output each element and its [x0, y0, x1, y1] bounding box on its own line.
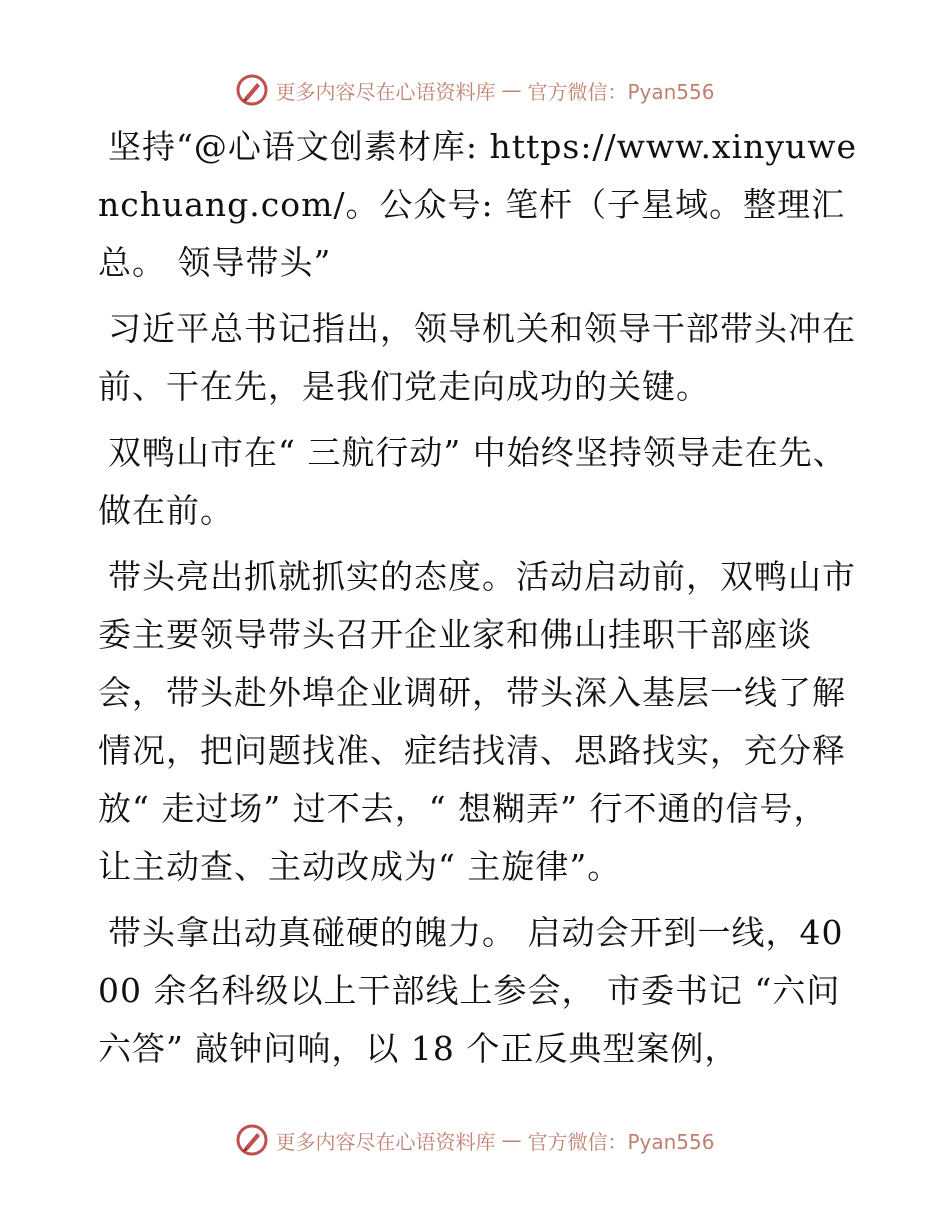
paragraph-4: 带头亮出抓就抓实的态度。活动启动前，双鸭山市委主要领导带头召开企业家和佛山挂职干部座谈会，带头赴外埠企业调研，带头深入基层一线了解情况，把问题找准、症结找清、思路找实，充分释放“ 走过场” 过不去，“ 想糊弄” 行不通的信号，让主动查、主动改成为“ 主旋律”。	[98, 557, 856, 886]
document-body	[98, 118, 858, 1086]
paragraph-2: 习近平总书记指出，领导机关和领导干部带头冲在前、干在先，是我们党走向成功的关键。	[98, 309, 856, 406]
watermark-text: 更多内容尽在心语资料库	[275, 79, 496, 104]
watermark-text: 更多内容尽在心语资料库	[275, 1129, 496, 1154]
header-watermark	[0, 70, 950, 110]
footer-watermark	[0, 1120, 950, 1160]
paragraph-5: 带头拿出动真碰硬的魄力。 启动会开到一线，4000 余名科级以上干部线上参会， 市委书记 “六问六答” 敲钟问响，以 18 个正反典型案例，	[98, 913, 844, 1068]
pen-logo-icon	[235, 73, 269, 107]
pen-logo-icon	[235, 1123, 269, 1157]
paragraph-1: 坚持“@心语文创素材库: https://www.xinyuwenchuang.com/。公众号: 笔杆（子星域。整理汇总。 领导带头”	[98, 127, 858, 282]
paragraph-3: 双鸭山市在“ 三航行动” 中始终坚持领导走在先、做在前。	[98, 433, 847, 530]
watermark-official: 官方微信：Pyan556	[527, 1129, 715, 1154]
watermark-separator: —	[501, 78, 522, 102]
watermark-separator: —	[501, 1128, 522, 1152]
watermark-official: 官方微信：Pyan556	[527, 79, 715, 104]
